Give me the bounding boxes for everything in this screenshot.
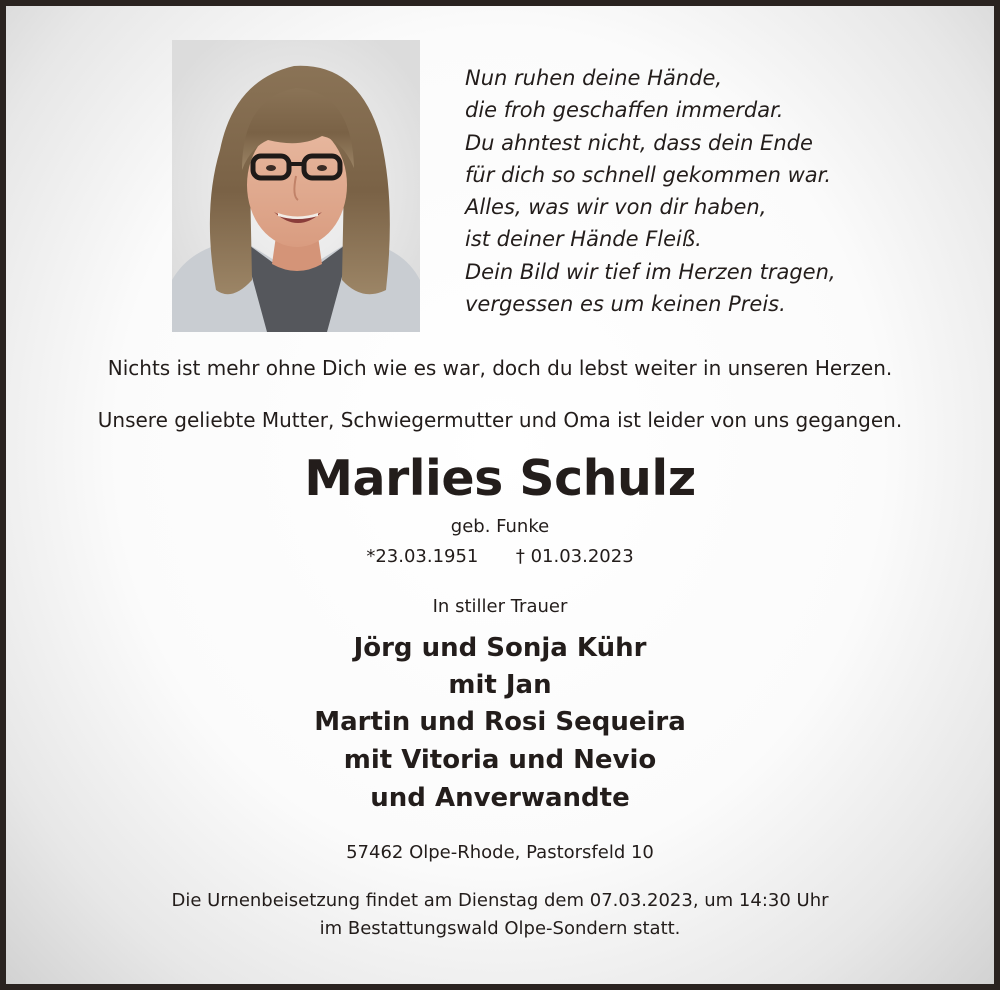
life-dates: [6, 546, 994, 567]
address: 57462 Olpe-Rhode, Pastorsfeld 10: [346, 842, 654, 863]
mourner-line: und Anverwandte: [370, 783, 630, 813]
poem-line: Dein Bild wir tief im Herzen tragen,: [465, 259, 836, 284]
birth-date: *23.03.1951: [366, 546, 479, 567]
mourner-line: mit Jan: [448, 670, 552, 700]
obituary-card: [6, 6, 994, 984]
maiden-name: geb. Funke: [450, 516, 550, 537]
poem-line: Du ahntest nicht, dass dein Ende: [465, 130, 813, 155]
announcement-line: Unsere geliebte Mutter, Schwiegermutter und Oma ist leider von uns gegangen.: [97, 408, 903, 432]
mourning-intro: In stiller Trauer: [432, 596, 568, 617]
poem-line: Alles, was wir von dir haben,: [465, 195, 767, 220]
poem-line: die froh geschaffen immerdar.: [465, 98, 784, 123]
deceased-name: Marlies Schulz: [304, 450, 696, 507]
poem-verse: [465, 62, 885, 320]
mourner-line: mit Vitoria und Nevio: [343, 745, 657, 775]
death-date: † 01.03.2023: [515, 546, 634, 567]
poem-line: für dich so schnell gekommen war.: [465, 162, 832, 187]
burial-info-line: Die Urnenbeisetzung findet am Dienstag dem 07.03.2023, um 14:30 Uhr: [171, 890, 829, 911]
poem-line: ist deiner Hände Fleiß.: [465, 227, 702, 252]
intro-line: Nichts ist mehr ohne Dich wie es war, doch du lebst weiter in unseren Herzen.: [107, 356, 893, 380]
mourner-line: Jörg und Sonja Kühr: [353, 633, 647, 663]
poem-line: Nun ruhen deine Hände,: [465, 66, 723, 90]
portrait-illustration: [172, 40, 420, 332]
burial-info-line: im Bestattungswald Olpe-Sondern statt.: [319, 918, 681, 939]
mourner-line: Martin und Rosi Sequeira: [314, 707, 686, 737]
portrait-photo: [172, 40, 420, 332]
poem-line: vergessen es um keinen Preis.: [465, 292, 786, 317]
